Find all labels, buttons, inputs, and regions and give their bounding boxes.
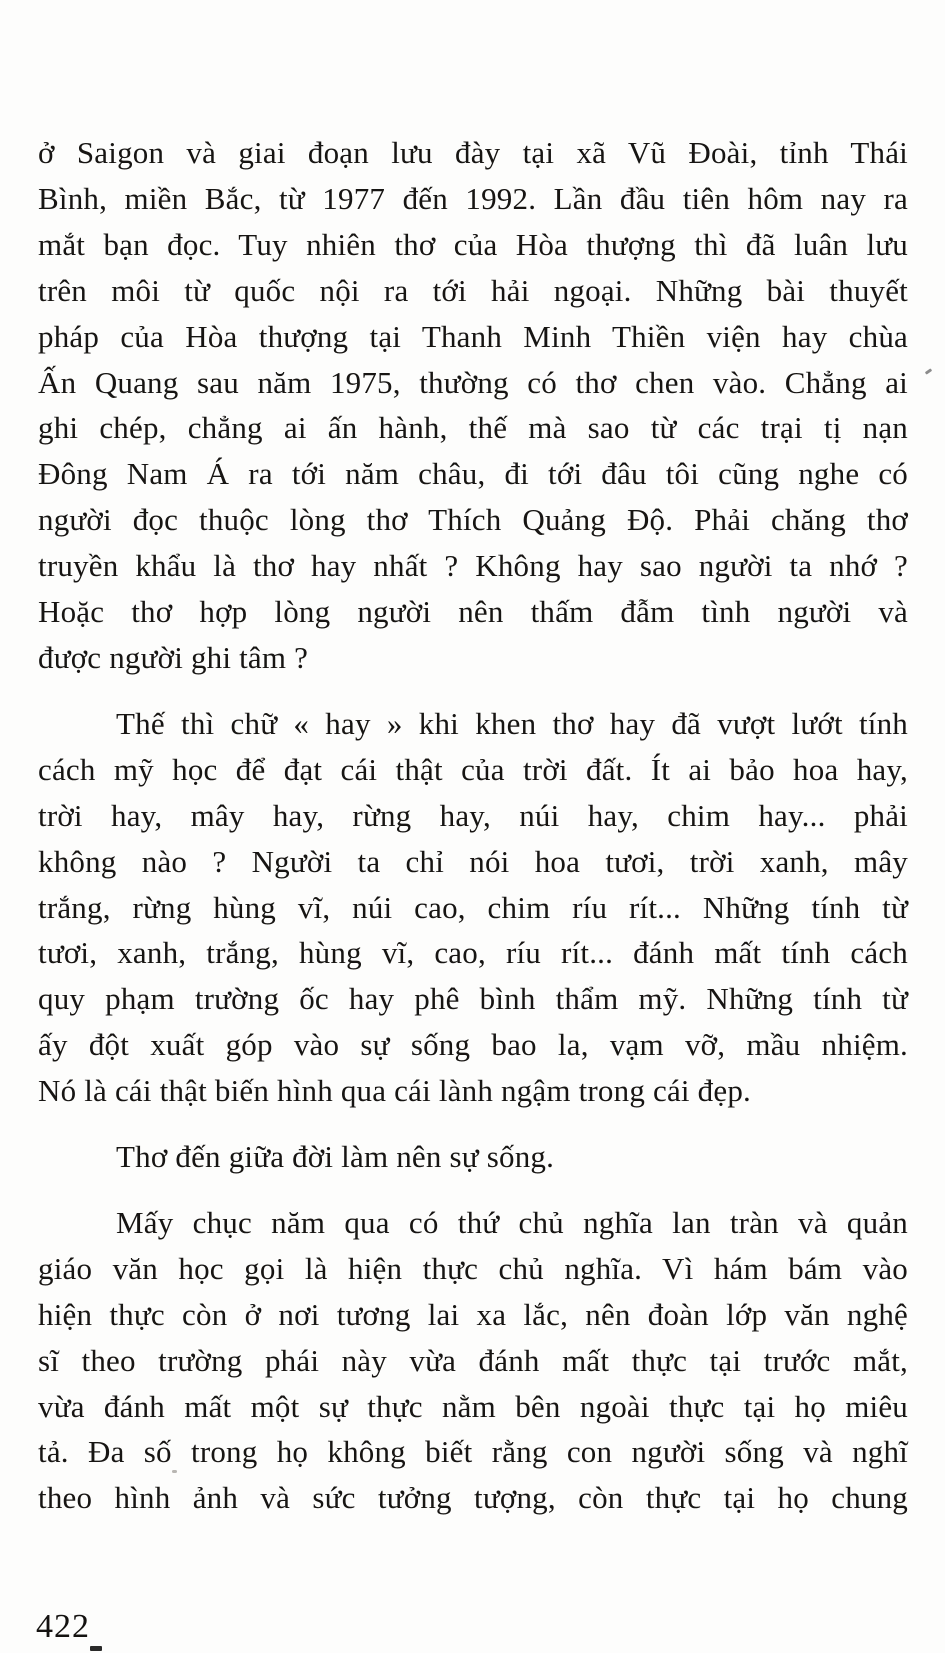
text-line: trên môi từ quốc nội ra tới hải ngoại. Những bài thuyết xyxy=(38,272,908,308)
scan-speck xyxy=(172,1470,177,1473)
text-line: Ấn Quang sau năm 1975, thường có thơ chen vào. Chẳng ai xyxy=(38,364,908,400)
text-line: sĩ theo trường phái này vừa đánh mất thực tại trước mắt, xyxy=(38,1342,908,1378)
text-line: Mấy chục năm qua có thứ chủ nghĩa lan tràn và quản xyxy=(116,1204,908,1240)
text-line: quy phạm trường ốc hay phê bình thẩm mỹ. Những tính từ xyxy=(38,981,908,1017)
paragraph xyxy=(38,1200,908,1521)
text-line: theo hình ảnh và sức tưởng tượng, còn thực tại họ chung xyxy=(38,1480,908,1516)
text-line: Đông Nam Á ra tới năm châu, đi tới đâu tôi cũng nghe có xyxy=(38,456,908,492)
text-line: giáo văn học gọi là hiện thực chủ nghĩa. Vì hám bám vào xyxy=(38,1250,908,1286)
text-line: vừa đánh mất một sự thực nằm bên ngoài thực tại họ miêu xyxy=(38,1388,908,1424)
text-line: Nó là cái thật biến hình qua cái lành ngậm trong cái đẹp. xyxy=(38,1073,751,1109)
text-line: trời hay, mây hay, rừng hay, núi hay, chim hay... phải xyxy=(38,797,908,833)
body-text xyxy=(38,130,908,1521)
text-line: ghi chép, chẳng ai ấn hành, thế mà sao từ các trại tị nạn xyxy=(38,410,908,446)
paragraph xyxy=(38,130,908,681)
text-line: tả. Đa số trong họ không biết rằng con người sống và nghĩ xyxy=(38,1434,908,1470)
text-line: người đọc thuộc lòng thơ Thích Quảng Độ. Phải chăng thơ xyxy=(38,502,908,538)
text-line: được người ghi tâm ? xyxy=(38,639,309,675)
text-line: cách mỹ học để đạt cái thật của trời đất. Ít ai bảo hoa hay, xyxy=(38,751,908,787)
text-line: trắng, rừng hùng vĩ, núi cao, chim ríu rít... Những tính từ xyxy=(38,889,908,925)
paragraph xyxy=(38,701,908,1114)
text-line: Thơ đến giữa đời làm nên sự sống. xyxy=(116,1139,555,1175)
text-line: hiện thực còn ở nơi tương lai xa lắc, nên đoàn lớp văn nghệ xyxy=(38,1296,908,1332)
scan-speck xyxy=(90,1646,102,1651)
text-line: pháp của Hòa thượng tại Thanh Minh Thiền viện hay chùa xyxy=(38,318,908,354)
text-line: Bình, miền Bắc, từ 1977 đến 1992. Lần đầu tiên hôm nay ra xyxy=(38,180,908,216)
page-number: 422 xyxy=(36,1608,90,1645)
text-line: ở Saigon và giai đoạn lưu đày tại xã Vũ Đoài, tỉnh Thái xyxy=(38,135,908,170)
text-line: truyền khẩu là thơ hay nhất ? Không hay sao người ta nhớ ? xyxy=(38,548,908,584)
scan-speck xyxy=(925,368,932,374)
text-line: tươi, xanh, trắng, hùng vĩ, cao, ríu rít... đánh mất tính cách xyxy=(38,935,908,971)
text-line: Thế thì chữ « hay » khi khen thơ hay đã vượt lướt tính xyxy=(116,705,908,741)
text-line: mắt bạn đọc. Tuy nhiên thơ của Hòa thượng thì đã luân lưu xyxy=(38,226,908,262)
text-line: không nào ? Người ta chỉ nói hoa tươi, trời xanh, mây xyxy=(38,843,908,879)
text-line: Hoặc thơ hợp lòng người nên thấm đẫm tình người và xyxy=(38,594,908,630)
paragraph xyxy=(38,1134,908,1180)
text-line: ấy đột xuất góp vào sự sống bao la, vạm vỡ, mầu nhiệm. xyxy=(38,1027,908,1063)
